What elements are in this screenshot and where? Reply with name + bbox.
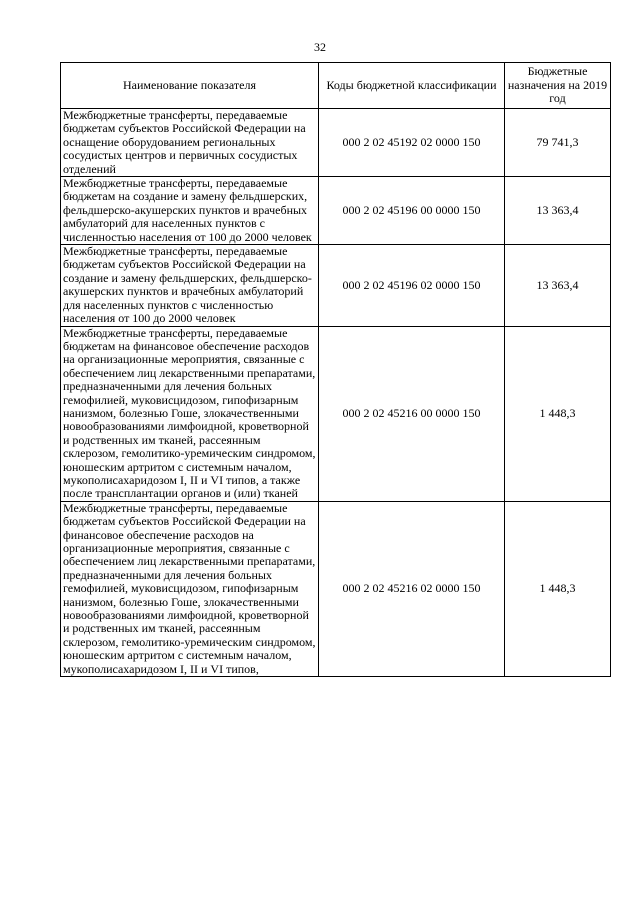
table-row: [61, 109, 611, 177]
row-code: 000 2 02 45216 02 0000 150: [319, 501, 505, 676]
row-name: Межбюджетные трансферты, передаваемые бюджетам на финансовое обеспечение расходов на организационные мероприятия, связанные с обеспечением лиц лекарственными препаратами, предназначенными для лечения больных гемофилией, муковисцидозом, гипофизарным нанизмом, болезнью Гоше, злокачественными новообразованиями лимфоидной, кроветворной и родственных им тканей, рассеянным склерозом, гемолитико-уремическим синдромом, юношеским артритом с системным началом, мукополисахаридозом I, II и VI типов, а также после трансплантации органов и (или) тканей: [61, 326, 319, 501]
row-code: 000 2 02 45196 02 0000 150: [319, 245, 505, 326]
table-header-row: [61, 63, 611, 109]
row-amount: 79 741,3: [505, 109, 611, 177]
row-code: 000 2 02 45216 00 0000 150: [319, 326, 505, 501]
row-code: 000 2 02 45196 00 0000 150: [319, 177, 505, 245]
row-amount: 1 448,3: [505, 326, 611, 501]
table-row: [61, 501, 611, 676]
header-name: Наименование показателя: [61, 63, 319, 109]
row-amount: 13 363,4: [505, 177, 611, 245]
header-code: Коды бюджетной классификации: [319, 63, 505, 109]
table-row: [61, 326, 611, 501]
page-number: 32: [314, 40, 326, 54]
row-amount: 13 363,4: [505, 245, 611, 326]
table-row: [61, 245, 611, 326]
row-code: 000 2 02 45192 02 0000 150: [319, 109, 505, 177]
row-name: Межбюджетные трансферты, передаваемые бюджетам на создание и замену фельдшерских, фельдшерско-акушерских пунктов и врачебных амбулаторий для населенных пунктов с численностью населения от 100 до 2000 человек: [61, 177, 319, 245]
row-name: Межбюджетные трансферты, передаваемые бюджетам субъектов Российской Федерации на финансовое обеспечение расходов на организационные мероприятия, связанные с обеспечением лиц лекарственными препаратами, предназначенными для лечения больных гемофилией, муковисцидозом, гипофизарным нанизмом, болезнью Гоше, злокачественными новообразованиями лимфоидной, кроветворной и родственных им тканей, рассеянным склерозом, гемолитико-уремическим синдромом, юношеским артритом с системным началом, мукополисахаридозом I, II и VI типов,: [61, 501, 319, 676]
budget-table: [60, 62, 611, 677]
row-amount: 1 448,3: [505, 501, 611, 676]
table-row: [61, 177, 611, 245]
row-name: Межбюджетные трансферты, передаваемые бюджетам субъектов Российской Федерации на оснащение оборудованием региональных сосудистых центров и первичных сосудистых отделений: [61, 109, 319, 177]
row-name: Межбюджетные трансферты, передаваемые бюджетам субъектов Российской Федерации на создание и замену фельдшерских, фельдшерско-акушерских пунктов и врачебных амбулаторий для населенных пунктов с численностью населения от 100 до 2000 человек: [61, 245, 319, 326]
header-amount: Бюджетные назначения на 2019 год: [505, 63, 611, 109]
